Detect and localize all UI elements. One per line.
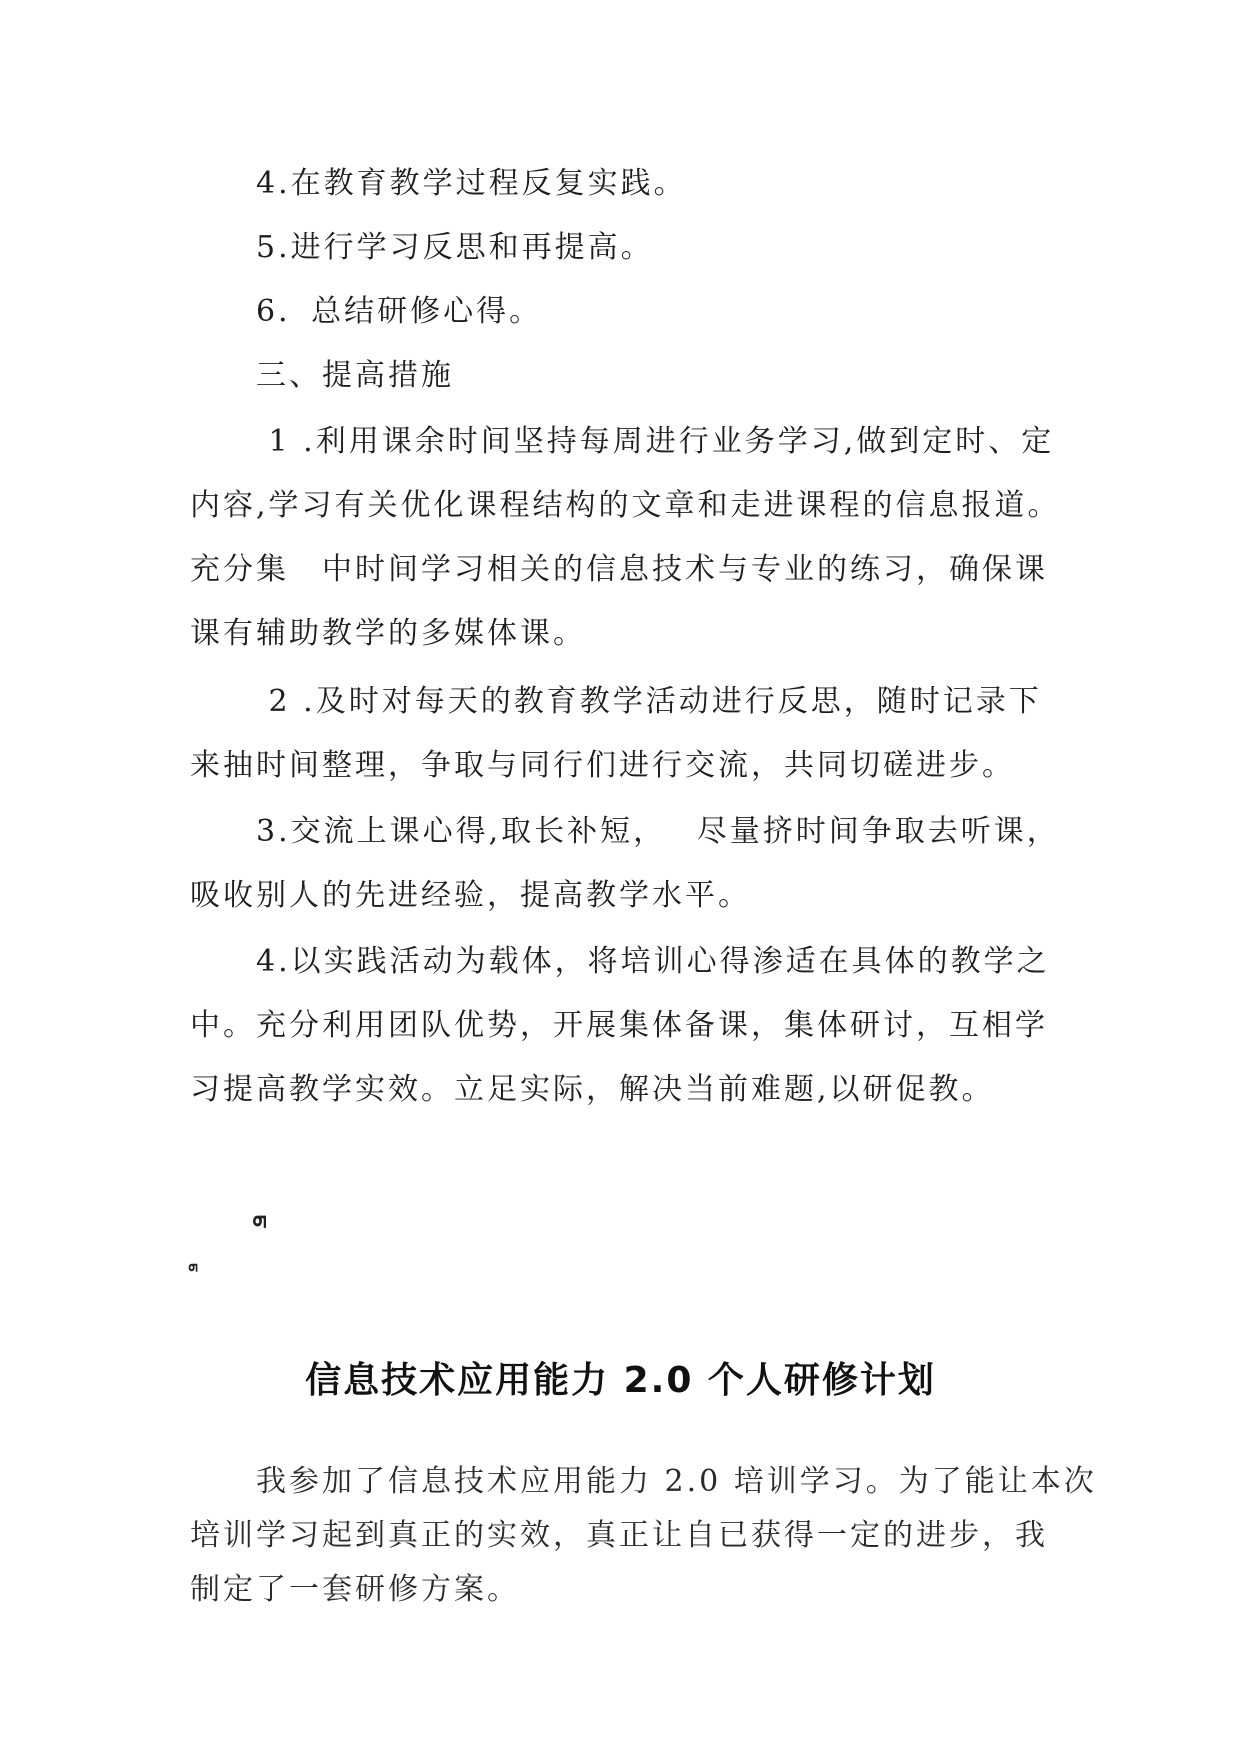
- list-item-5: 5.进行学习反思和再提高。: [256, 230, 654, 265]
- document-title: 信息技术应用能力 2.0 个人研修计划: [305, 1360, 936, 1401]
- list-item-4: 4.在教育教学过程反复实践。: [256, 166, 687, 201]
- intro-line-3: 制定了一套研修方案。: [190, 1572, 520, 1607]
- stray-glyph-mark: ܗ: [252, 1204, 268, 1232]
- measure-4-line-3: 习提高教学实效。立足实际，解决当前难题,以研促教。: [190, 1072, 995, 1107]
- intro-line-2: 培训学习起到真正的实效，真正让自已获得一定的进步，我: [190, 1518, 1048, 1553]
- measure-1-line-3: 充分集 中时间学习相关的信息技术与专业的练习，确保课: [190, 552, 1048, 587]
- measure-3-line-2: 吸收别人的先进经验，提高教学水平。: [190, 878, 751, 913]
- intro-line-1: 我参加了信息技术应用能力 2.0 培训学习。为了能让本次: [256, 1464, 1097, 1499]
- list-item-6: 6．总结研修心得。: [256, 294, 543, 329]
- measure-3-line-1: 3.交流上课心得,取长补短， 尽量挤时间争取去听课，: [256, 814, 1060, 849]
- measure-4-line-2: 中。充分利用团队优势，开展集体备课，集体研讨，互相学: [190, 1008, 1048, 1043]
- measure-1-line-1: 1 .利用课余时间坚持每周进行业务学习,做到定时、定: [256, 424, 1055, 459]
- measure-2-line-1: 2 .及时对每天的教育教学活动进行反思，随时记录下: [256, 684, 1042, 719]
- measure-1-line-4: 课有辅助教学的多媒体课。: [190, 616, 586, 651]
- section-heading-3: 三、提高措施: [256, 358, 454, 393]
- measure-4-line-1: 4.以实践活动为载体，将培训心得渗适在具体的教学之: [256, 944, 1050, 979]
- measure-1-line-2: 内容,学习有关优化课程结构的文章和走进课程的信息报道。: [190, 488, 1061, 523]
- stray-glyph-mark-small: ܗ: [188, 1256, 199, 1275]
- measure-2-line-2: 来抽时间整理，争取与同行们进行交流，共同切磋进步。: [190, 748, 1015, 783]
